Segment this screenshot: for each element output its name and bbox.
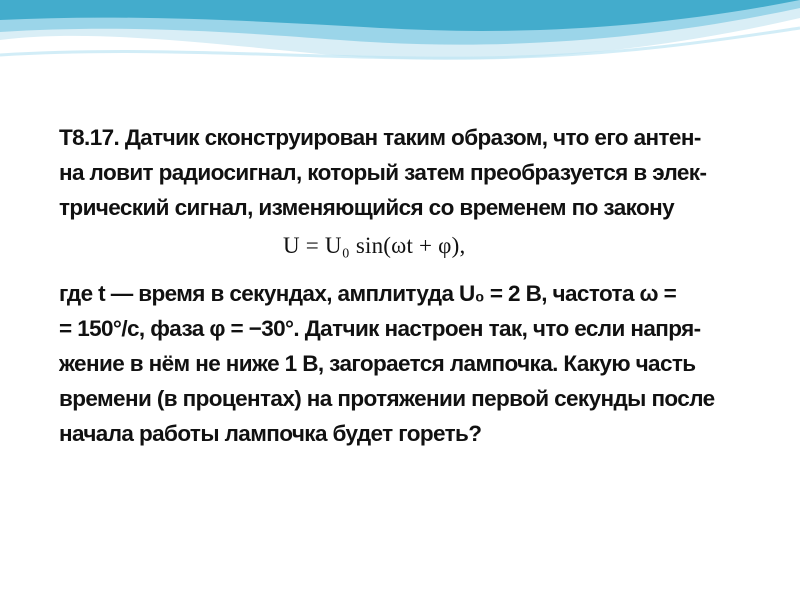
problem-number: Т8.17. xyxy=(59,125,120,150)
voltage-formula: U = U₀ sin(ωt + φ), xyxy=(283,233,466,258)
problem-text-block xyxy=(53,118,753,463)
problem-line-1 xyxy=(59,125,701,151)
problem-line-6: = 150°/с, фаза φ = −30°. Датчик настроен так, что если напря- xyxy=(59,316,701,341)
decorative-waves xyxy=(0,0,800,120)
problem-line-7: жение в нём не ниже 1 В, загорается лампочка. Какую часть xyxy=(59,351,696,376)
problem-line-9: начала работы лампочка будет гореть? xyxy=(59,421,482,446)
problem-line-5: где t — время в секундах, амплитуда U₀ = 2 В, частота ω = xyxy=(59,281,677,306)
problem-line-3: трический сигнал, изменяющийся со временем по закону xyxy=(59,195,675,220)
problem-line-1-text: Датчик сконструирован таким образом, что его антен- xyxy=(124,125,701,150)
problem-line-2: на ловит радиосигнал, который затем преобразуется в элек- xyxy=(59,160,707,185)
problem-line-8: времени (в процентах) на протяжении первой секунды после xyxy=(59,386,715,411)
